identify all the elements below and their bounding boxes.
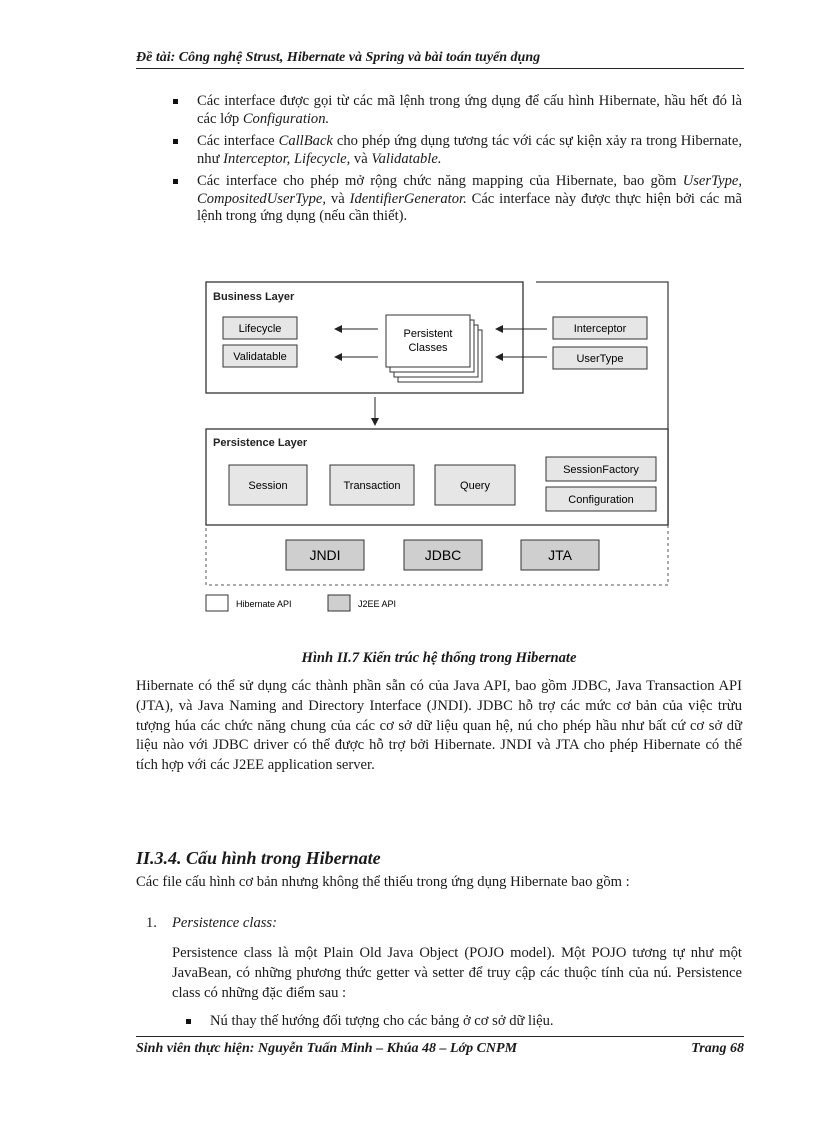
bullet-item: Các interface được gọi từ các mã lệnh trong ứng dụng để cấu hình Hibernate, hầu hết đó là các lớp Configuration. [136,93,742,128]
session-factory-label: SessionFactory [563,464,639,476]
legend-j2ee-label: J2EE API [358,599,397,609]
persistent-classes-label: Persistent [403,328,453,340]
jta-label: JTA [548,547,572,563]
interface-bullet-list [136,93,742,231]
bullet-item: Các interface cho phép mở rộng chức năng mapping của Hibernate, bao gồm UserType, CompositedUserType, và IdentifierGenerator. Các interface này được thực hiện bởi các mã lệnh trong ứng dụng (nếu cần thiết). [136,173,742,226]
configuration-label: Configuration [568,494,634,506]
header-title: Đề tài: Công nghệ Strust, Hibernate và Spring và bài toán tuyển dụng [136,50,541,65]
page-footer [136,1036,744,1057]
transaction-label: Transaction [343,480,401,492]
hibernate-architecture-diagram [203,277,673,622]
interceptor-label: Interceptor [573,323,627,335]
list-title: Persistence class: [172,915,277,931]
sub-bullet-item: Nú thay thế hướng đối tượng cho các bảng ở cơ sở dữ liệu. [186,1013,742,1030]
section-title: II.3.4. Cấu hình trong Hibernate [136,848,381,868]
square-bullet-icon [173,179,178,184]
square-bullet-icon [173,99,178,104]
list-number: 1. [146,915,157,931]
query-label: Query [460,480,490,492]
persistent-classes-box [386,315,470,367]
persistence-paragraph: Persistence class là một Plain Old Java Object (POJO model). Một POJO tương tự như một JavaBean, có những phương thức getter và setter để truy cập các thuộc tính của nú. Persistence class có những đặc điểm sau : [172,945,742,1001]
validatable-label: Validatable [233,351,287,363]
bullet-item: Các interface CallBack cho phép ứng dụng tương tác với các sự kiện xảy ra trong Hibernate, như Interceptor, Lifecycle, và Validatable. [136,133,742,168]
page-number: Trang 68 [691,1041,744,1056]
page-header [136,50,744,69]
session-label: Session [248,480,288,492]
usertype-label: UserType [576,353,624,365]
numbered-list-item [146,915,742,932]
business-layer-label: Business Layer [213,291,295,303]
legend-j2ee-swatch [328,595,350,611]
persistent-classes-label: Classes [408,342,448,354]
jndi-label: JNDI [309,547,341,563]
persistence-layer-label: Persistence Layer [213,437,308,449]
legend-hibernate-swatch [206,595,228,611]
square-bullet-icon [186,1019,191,1024]
body-paragraph: Hibernate có thể sử dụng các thành phần sẵn có của Java API, bao gồm JDBC, Java Transaction API (JTA), và Java Naming and Directory Interface (JNDI). JDBC hỗ trợ các mức cơ bản của việc trừu tượng húa các chức năng chung của các cơ sở dữ liệu quan hệ, nú cho phép hầu như bất cứ cơ sở dữ liệu nào với JDBC driver có thể được hỗ trợ bởi Hibernate. JNDI và JTA cho phép Hibernate có thể tích hợp với các J2EE application server. [136,678,742,774]
figure-caption: Hình II.7 Kiến trúc hệ thống trong Hibernate [301,650,577,666]
footer-author: Sinh viên thực hiện: Nguyễn Tuấn Minh – Khúa 48 – Lớp CNPM [136,1041,518,1056]
legend-hibernate-label: Hibernate API [236,599,292,609]
lifecycle-label: Lifecycle [238,323,282,335]
intro-text: Các file cấu hình cơ bản nhưng không thể thiếu trong ứng dụng Hibernate bao gồm : [136,874,630,890]
square-bullet-icon [173,139,178,144]
jdbc-label: JDBC [424,547,462,563]
